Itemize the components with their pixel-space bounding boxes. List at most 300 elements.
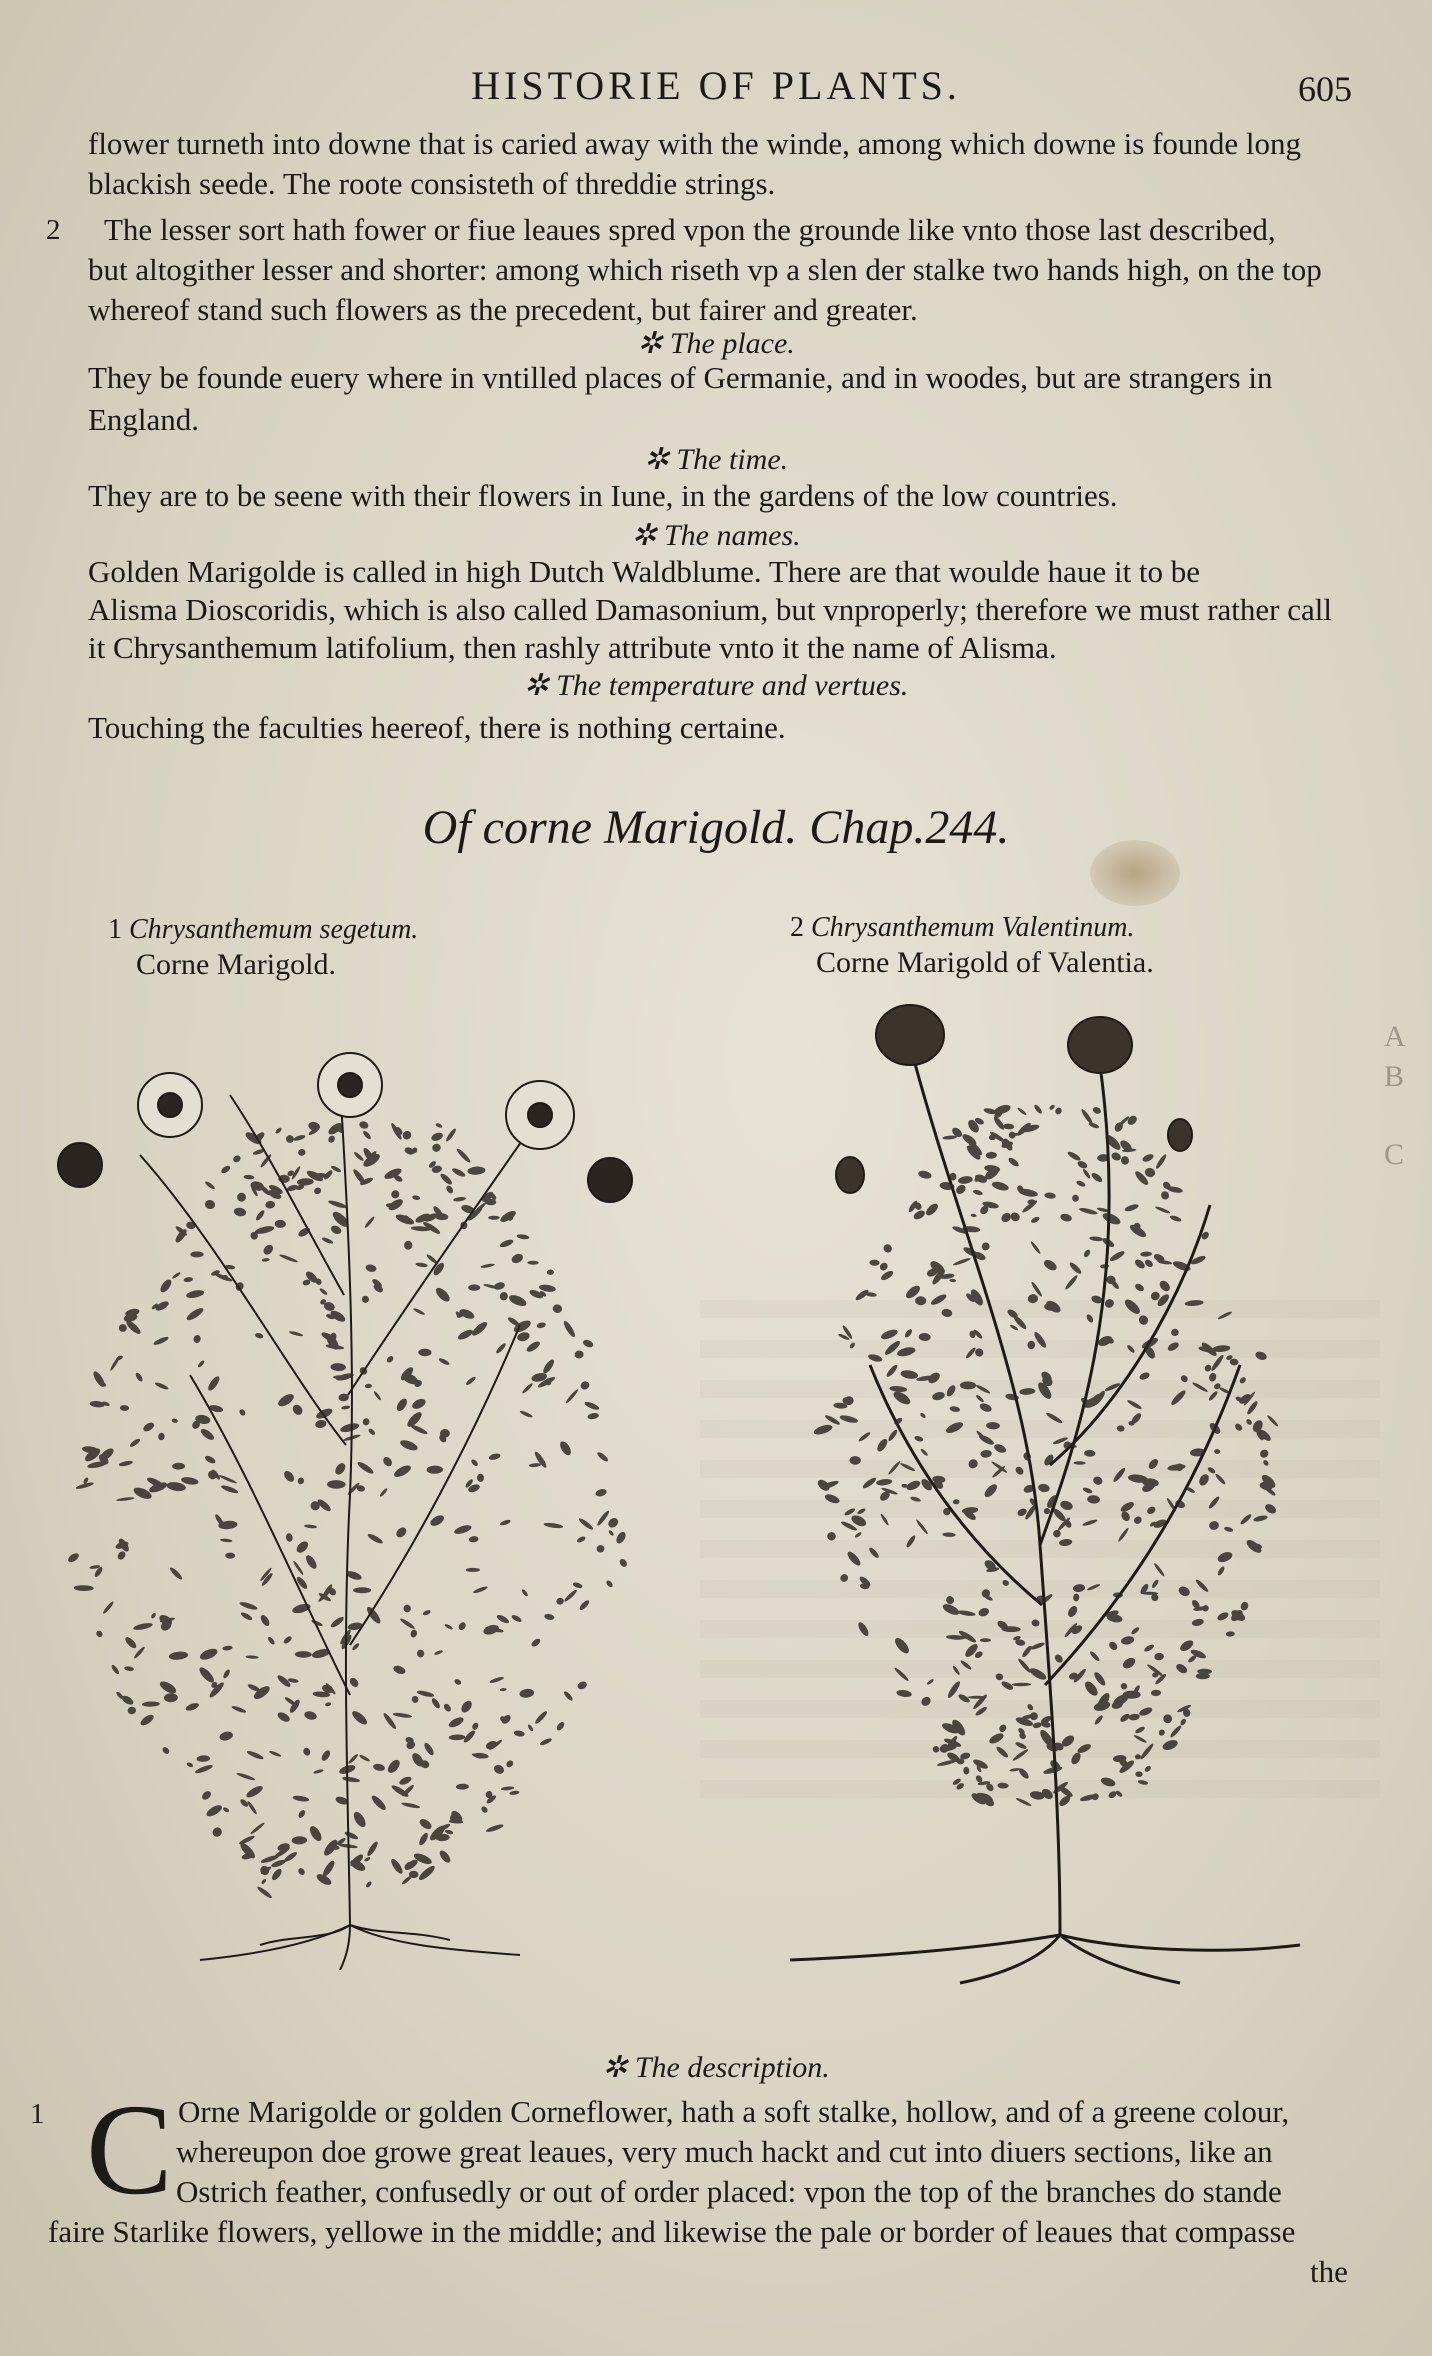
- leaf-mark: [1130, 1626, 1140, 1635]
- leaf-mark: [95, 1629, 104, 1638]
- leaf-mark: [231, 1705, 247, 1714]
- leaf-mark: [153, 1335, 170, 1346]
- leaf-mark: [519, 1688, 535, 1699]
- leaf-mark: [410, 1695, 419, 1704]
- leaf-mark: [134, 1372, 143, 1383]
- leaf-mark: [880, 1513, 890, 1526]
- leaf-mark: [1120, 1510, 1132, 1523]
- leaf-mark: [455, 1147, 472, 1164]
- leaf-mark: [912, 1209, 926, 1222]
- leaf-mark: [893, 1667, 909, 1683]
- leaf-mark: [867, 1353, 883, 1363]
- leaf-mark: [496, 1613, 511, 1624]
- leaf-mark: [1019, 1388, 1035, 1396]
- leaf-mark: [164, 1693, 178, 1702]
- leaf-mark: [1160, 1190, 1171, 1201]
- leaf-mark: [364, 1856, 371, 1862]
- leaf-mark: [980, 1638, 991, 1642]
- leaf-mark: [453, 1523, 472, 1535]
- leaf-mark: [232, 1154, 242, 1164]
- leaf-mark: [861, 1476, 877, 1490]
- leaf-mark: [207, 1469, 219, 1481]
- leaf-mark: [297, 1809, 306, 1819]
- leaf-mark: [1151, 1579, 1160, 1589]
- leaf-mark: [102, 1600, 115, 1614]
- leaf-mark: [430, 1131, 444, 1142]
- leaf-mark: [127, 1707, 136, 1715]
- leaf-mark: [489, 1676, 504, 1684]
- leaf-mark: [447, 1715, 465, 1729]
- leaf-mark: [1124, 1203, 1140, 1213]
- text-line: Alisma Dioscoridis, which is also called Damasonium, but vnproperly; therefore we must rather call: [88, 592, 1332, 627]
- leaf-mark: [158, 1278, 173, 1295]
- leaf-mark: [183, 1277, 193, 1283]
- leaf-mark: [1066, 1604, 1079, 1618]
- leaf-mark: [350, 1709, 369, 1727]
- leaf-mark: [172, 1271, 182, 1279]
- leaf-mark: [957, 1693, 971, 1704]
- leaf-mark: [1123, 1297, 1143, 1316]
- leaf-mark: [1082, 1518, 1098, 1526]
- leaf-mark: [578, 1599, 590, 1612]
- leaf-mark: [1208, 1520, 1219, 1531]
- leaf-mark: [1141, 1153, 1154, 1163]
- leaf-mark: [813, 1423, 834, 1436]
- leaf-mark: [849, 1456, 861, 1465]
- leaf-mark: [869, 1259, 879, 1266]
- leaf-mark: [1135, 1771, 1142, 1777]
- leaf-mark: [168, 1651, 188, 1661]
- leaf-mark: [197, 1665, 216, 1685]
- leaf-mark: [1059, 1499, 1074, 1511]
- text-line: whereof stand such flowers as the precedent, but fairer and greater.: [88, 292, 918, 327]
- leaf-mark: [198, 1647, 219, 1662]
- leaf-mark: [358, 1120, 369, 1130]
- leaf-mark: [261, 1878, 267, 1885]
- figure-1-number: 1: [108, 914, 122, 945]
- leaf-mark: [74, 1585, 94, 1591]
- leaf-mark: [904, 1328, 914, 1339]
- leaf-mark: [313, 1769, 324, 1775]
- leaf-mark: [516, 1331, 530, 1343]
- leaf-mark: [133, 1622, 154, 1632]
- leaf-mark: [1001, 1579, 1010, 1587]
- leaf-mark: [1084, 1450, 1096, 1457]
- leaf-mark: [920, 1695, 933, 1708]
- leaf-mark: [1043, 1453, 1056, 1467]
- leaf-mark: [1192, 1381, 1209, 1393]
- leaf-mark: [370, 1794, 388, 1812]
- leaf-mark: [444, 1829, 453, 1835]
- text-line: flower turneth into downe that is caried away with the winde, among which downe is founde long: [88, 126, 1302, 161]
- leaf-mark: [169, 1566, 184, 1581]
- leaf-mark: [1157, 1728, 1166, 1737]
- leaf-mark: [297, 1477, 305, 1485]
- leaf-mark: [477, 1473, 485, 1482]
- leaf-mark: [893, 1636, 912, 1656]
- leaf-mark: [395, 1397, 409, 1413]
- leaf-mark: [282, 1635, 292, 1645]
- leaf-mark: [404, 1241, 412, 1250]
- leaf-mark: [389, 1857, 404, 1875]
- page-number: 605: [1298, 69, 1352, 109]
- leaf-mark: [930, 1292, 948, 1306]
- leaf-mark: [1107, 1640, 1119, 1652]
- leaf-mark: [498, 1291, 509, 1302]
- leaf-mark: [139, 1713, 156, 1728]
- leaf-mark: [365, 1384, 372, 1389]
- leaf-mark: [269, 1750, 282, 1758]
- leaf-mark: [510, 1252, 524, 1265]
- leaf-mark: [154, 1381, 169, 1390]
- leaf-mark: [233, 1207, 247, 1217]
- leaf-mark: [826, 1531, 837, 1542]
- leaf-mark: [295, 1539, 311, 1555]
- leaf-mark: [330, 1363, 346, 1372]
- leaf-mark: [205, 1803, 224, 1819]
- leaf-mark: [453, 1678, 462, 1686]
- text-line: England.: [88, 402, 200, 437]
- leaf-mark: [339, 1422, 360, 1434]
- leaf-mark: [239, 1601, 258, 1612]
- item-number: 2: [46, 214, 61, 246]
- leaf-mark: [1103, 1297, 1115, 1309]
- leaf-mark: [885, 1363, 899, 1378]
- leaf-mark: [412, 1195, 421, 1201]
- leaf-mark: [1072, 1583, 1085, 1592]
- leaf-mark: [1208, 1390, 1219, 1402]
- leaf-mark: [333, 1375, 347, 1379]
- leaf-mark: [204, 1454, 217, 1465]
- leaf-mark: [327, 1480, 346, 1489]
- leaf-mark: [220, 1164, 232, 1174]
- leaf-mark: [1175, 1662, 1189, 1675]
- leaf-mark: [457, 1621, 467, 1631]
- leaf-mark: [110, 1664, 120, 1675]
- leaf-mark: [1144, 1167, 1157, 1179]
- leaf-mark: [1263, 1502, 1277, 1515]
- leaf-mark: [488, 1216, 500, 1220]
- drop-cap-initial: C: [86, 2078, 173, 2222]
- catchword: the: [1310, 2254, 1348, 2289]
- leaf-mark: [900, 1369, 919, 1380]
- leaf-mark: [185, 1289, 204, 1300]
- leaf-mark: [1137, 1314, 1150, 1327]
- leaf-mark: [1146, 1505, 1157, 1515]
- leaf-mark: [982, 1482, 999, 1499]
- leaf-mark: [1166, 1497, 1177, 1512]
- leaf-mark: [429, 1513, 446, 1528]
- leaf-mark: [1030, 1240, 1042, 1254]
- leaf-mark: [952, 1257, 971, 1267]
- leaf-mark: [499, 1519, 511, 1527]
- leaf-mark: [957, 1609, 976, 1616]
- leaf-mark: [211, 1826, 224, 1839]
- leaf-mark: [291, 1403, 305, 1417]
- leaf-mark: [453, 1196, 466, 1202]
- leaf-mark: [576, 1535, 586, 1543]
- leaf-mark: [351, 1810, 368, 1829]
- leaf-mark: [1044, 1192, 1056, 1199]
- leaf-mark: [190, 1251, 203, 1257]
- leaf-mark: [1082, 1168, 1092, 1180]
- leaf-mark: [1017, 1107, 1028, 1116]
- leaf-mark: [945, 1384, 957, 1398]
- leaf-mark: [992, 1115, 1006, 1131]
- leaf-mark: [527, 1724, 534, 1732]
- chapter-title: Of corne Marigold. Chap.244.: [422, 801, 1010, 854]
- leaf-mark: [501, 1786, 515, 1791]
- leaf-mark: [495, 1342, 507, 1355]
- leaf-mark: [1153, 1562, 1166, 1577]
- leaf-mark: [1093, 1714, 1104, 1725]
- leaf-mark: [240, 1611, 253, 1622]
- leaf-mark: [392, 1463, 412, 1479]
- leaf-mark: [1133, 1734, 1147, 1744]
- leaf-mark: [536, 1322, 546, 1329]
- leaf-mark: [854, 1531, 862, 1538]
- leaf-mark: [422, 1609, 431, 1616]
- leaf-mark: [469, 1536, 479, 1543]
- leaf-mark: [360, 1294, 370, 1304]
- leaf-mark: [516, 1234, 529, 1240]
- leaf-mark: [1027, 1294, 1038, 1304]
- leaf-mark: [563, 1589, 578, 1603]
- leaf-mark: [1128, 1713, 1140, 1721]
- leaf-mark: [563, 1690, 574, 1702]
- leaf-mark: [418, 1832, 430, 1847]
- leaf-mark: [426, 1253, 439, 1265]
- leaf-mark: [262, 1243, 275, 1257]
- figure-1-english-name: Corne Marigold.: [136, 948, 336, 981]
- leaf-mark: [289, 1330, 304, 1337]
- leaf-mark: [456, 1784, 469, 1790]
- leaf-mark: [882, 1243, 894, 1255]
- leaf-mark: [1144, 1765, 1152, 1773]
- leaf-mark: [1083, 1249, 1092, 1259]
- leaf-mark: [1092, 1106, 1102, 1115]
- leaf-mark: [467, 1166, 486, 1175]
- leaf-mark: [1090, 1171, 1104, 1183]
- leaf-mark: [1031, 1619, 1041, 1628]
- leaf-mark: [1001, 1626, 1020, 1632]
- leaf-mark: [1116, 1425, 1125, 1432]
- leaf-mark: [1119, 1500, 1135, 1514]
- leaf-mark: [276, 1392, 296, 1409]
- leaf-mark: [225, 1552, 235, 1558]
- leaf-mark: [399, 1617, 416, 1630]
- leaf-mark: [944, 1420, 964, 1435]
- leaf-mark: [1216, 1611, 1230, 1622]
- leaf-mark: [919, 1412, 926, 1419]
- leaf-mark: [444, 1623, 453, 1630]
- leaf-mark: [1224, 1526, 1234, 1533]
- leaf-mark: [1138, 1706, 1153, 1717]
- leaf-mark: [1060, 1213, 1073, 1223]
- leaf-mark: [222, 1668, 231, 1679]
- leaf-mark: [1007, 1156, 1020, 1168]
- leaf-mark: [1134, 1725, 1146, 1734]
- leaf-mark: [303, 1710, 317, 1721]
- leaf-mark: [578, 1517, 595, 1531]
- leaf-mark: [606, 1516, 620, 1530]
- leaf-mark: [1053, 1653, 1064, 1664]
- leaf-mark: [1155, 1205, 1171, 1214]
- leaf-mark: [1254, 1350, 1268, 1361]
- leaf-mark: [1226, 1631, 1235, 1637]
- leaf-mark: [218, 1474, 237, 1484]
- leaf-mark: [595, 1488, 608, 1498]
- leaf-mark: [1117, 1527, 1130, 1543]
- text-line: faire Starlike flowers, yellowe in the middle; and likewise the pale or border of leaues that compasse: [48, 2214, 1296, 2249]
- leaf-mark: [120, 1694, 134, 1706]
- leaf-mark: [1141, 1592, 1157, 1595]
- leaf-mark: [953, 1499, 960, 1504]
- leaf-mark: [353, 1587, 371, 1593]
- leaf-mark: [1135, 1754, 1142, 1760]
- leaf-mark: [119, 1324, 127, 1332]
- leaf-mark: [430, 1697, 441, 1710]
- leaf-mark: [1045, 1411, 1063, 1424]
- leaf-mark: [910, 1496, 921, 1503]
- leaf-mark: [365, 1264, 377, 1273]
- leaf-mark: [124, 1635, 139, 1650]
- leaf-mark: [297, 1148, 306, 1157]
- leaf-mark: [1012, 1683, 1031, 1687]
- leaf-mark: [390, 1189, 401, 1200]
- leaf-mark: [965, 1346, 977, 1359]
- leaf-mark: [1197, 1473, 1211, 1488]
- text-line: whereupon doe growe great leaues, very much hackt and cut into diuers sections, like an: [176, 2134, 1273, 2169]
- leaf-mark: [1082, 1486, 1093, 1494]
- leaf-mark: [328, 1199, 348, 1210]
- leaf-mark: [236, 1772, 256, 1782]
- leaf-mark: [988, 1731, 1006, 1745]
- leaf-mark: [1169, 1724, 1183, 1738]
- leaf-mark: [931, 1391, 945, 1402]
- leaf-mark: [480, 1805, 489, 1814]
- leaf-mark: [1138, 1371, 1150, 1381]
- leaf-mark: [941, 1602, 961, 1617]
- leaf-mark: [150, 1612, 157, 1619]
- leaf-mark: [1090, 1792, 1100, 1802]
- leaf-mark: [348, 1676, 360, 1688]
- leaf-mark: [1009, 1131, 1016, 1138]
- leaf-mark: [1119, 1682, 1128, 1691]
- leaf-mark: [1161, 1738, 1179, 1752]
- leaf-mark: [998, 1723, 1008, 1733]
- leaf-mark: [356, 1460, 375, 1475]
- leaf-mark: [1014, 1465, 1025, 1476]
- leaf-mark: [327, 1134, 336, 1144]
- leaf-mark: [905, 1534, 917, 1548]
- leaf-mark: [473, 1752, 489, 1759]
- leaf-mark: [1100, 1776, 1117, 1788]
- leaf-mark: [245, 1784, 265, 1800]
- leaf-mark: [986, 1422, 1000, 1430]
- leaf-mark: [1245, 1418, 1253, 1426]
- leaf-mark: [1015, 1741, 1028, 1750]
- leaf-mark: [942, 1135, 957, 1140]
- leaf-mark: [270, 1867, 283, 1881]
- leaf-mark: [399, 1438, 419, 1452]
- leaf-mark: [158, 1432, 165, 1440]
- leaf-mark: [556, 1597, 565, 1605]
- leaf-mark: [200, 1789, 212, 1801]
- leaf-mark: [1052, 1529, 1062, 1539]
- leaf-mark: [282, 1469, 296, 1484]
- leaf-mark: [926, 1678, 934, 1685]
- leaf-mark: [434, 1649, 444, 1655]
- leaf-mark: [89, 1400, 105, 1408]
- leaf-mark: [572, 1581, 583, 1589]
- leaf-mark: [543, 1522, 563, 1529]
- leaf-mark: [972, 1189, 983, 1196]
- leaf-mark: [1134, 1282, 1146, 1293]
- leaf-mark: [410, 1423, 429, 1435]
- leaf-mark: [1017, 1657, 1032, 1674]
- leaf-mark: [499, 1209, 518, 1224]
- leaf-mark: [418, 1348, 431, 1356]
- leaf-mark: [1126, 1344, 1136, 1354]
- leaf-mark: [442, 1703, 452, 1713]
- leaf-mark: [1121, 1656, 1137, 1671]
- leaf-mark: [315, 1406, 334, 1420]
- leaf-mark: [975, 1384, 991, 1395]
- leaf-mark: [1240, 1601, 1250, 1612]
- leaf-mark: [587, 1412, 599, 1420]
- text-line: it Chrysanthemum latifolium, then rashly attribute vnto it the name of Alisma.: [88, 630, 1057, 665]
- leaf-mark: [367, 1428, 376, 1437]
- leaf-mark: [1071, 1194, 1079, 1202]
- leaf-mark: [267, 1636, 276, 1646]
- leaf-mark: [562, 1319, 577, 1338]
- leaf-mark: [1139, 1742, 1155, 1760]
- leaf-mark: [262, 1258, 270, 1262]
- leaf-mark: [142, 1421, 156, 1433]
- leaf-mark: [243, 1174, 254, 1179]
- leaf-mark: [1030, 1216, 1040, 1225]
- leaf-mark: [379, 1487, 388, 1497]
- leaf-mark: [555, 1721, 566, 1732]
- leaf-mark: [185, 1306, 205, 1322]
- corne-marigold-woodcut: [50, 995, 650, 1970]
- leaf-mark: [411, 1397, 428, 1411]
- text-line: They are to be seene with their flowers in Iune, in the gardens of the low countries.: [88, 478, 1118, 513]
- leaf-mark: [297, 1867, 306, 1876]
- leaf-mark: [206, 1375, 221, 1393]
- leaf-mark: [1021, 1645, 1033, 1659]
- leaf-mark: [386, 1758, 403, 1775]
- section-heading-description: ✲ The description.: [602, 2051, 830, 2084]
- leaf-mark: [132, 1485, 153, 1501]
- leaf-mark: [1027, 1340, 1036, 1349]
- leaf-mark: [920, 1448, 929, 1457]
- leaf-mark: [292, 1836, 308, 1845]
- leaf-mark: [434, 1286, 452, 1304]
- leaf-mark: [194, 1763, 213, 1774]
- leaf-mark: [116, 1497, 134, 1502]
- leaf-mark: [1126, 1399, 1142, 1411]
- leaf-mark: [963, 1767, 969, 1775]
- leaf-mark: [949, 1406, 960, 1413]
- leaf-mark: [868, 1546, 880, 1559]
- leaf-mark: [435, 1122, 443, 1128]
- leaf-mark: [954, 1183, 967, 1196]
- corne-marigold-valentia-woodcut: [760, 985, 1340, 1985]
- leaf-mark: [1179, 1718, 1187, 1727]
- leaf-mark: [275, 1127, 283, 1135]
